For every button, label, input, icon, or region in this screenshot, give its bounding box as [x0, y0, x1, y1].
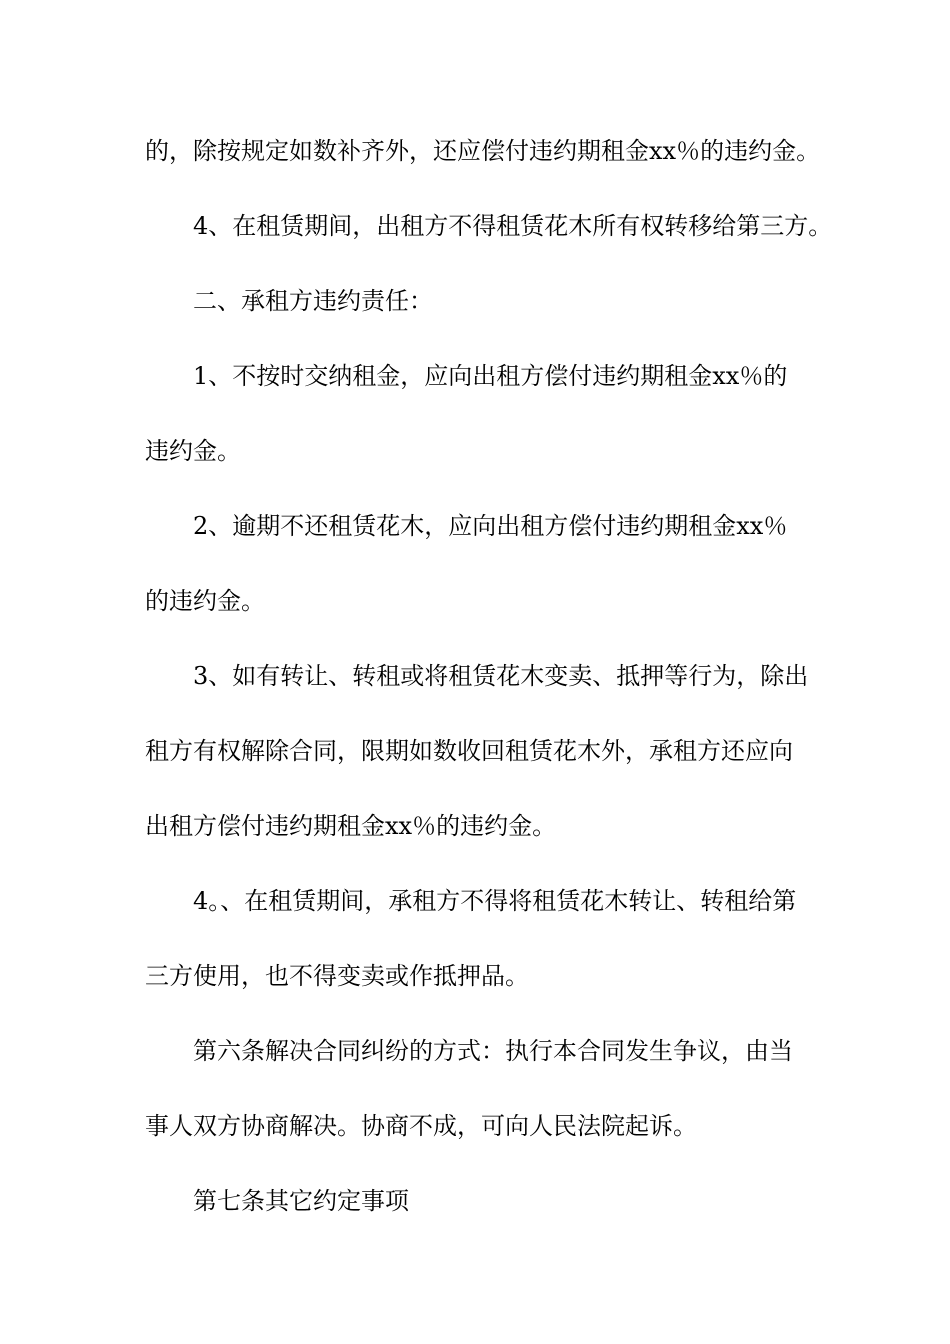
- paragraph-line-13: 第六条解决合同纠纷的方式：执行本合同发生争议，由当: [193, 1037, 793, 1065]
- paragraph-line-5: 违约金。: [145, 437, 241, 465]
- paragraph-line-9: 租方有权解除合同，限期如数收回租赁花木外，承租方还应向: [145, 737, 793, 765]
- paragraph-line-12: 三方使用，也不得变卖或作抵押品。: [145, 962, 529, 990]
- paragraph-line-14: 事人双方协商解决。协商不成，可向人民法院起诉。: [145, 1112, 697, 1140]
- section-heading-article-7: 第七条其它约定事项: [193, 1187, 409, 1215]
- paragraph-line-7: 的违约金。: [145, 587, 265, 615]
- paragraph-line-11: 4。、在租赁期间，承租方不得将租赁花木转让、转租给第: [193, 887, 797, 915]
- paragraph-line-8: 3、如有转让、转租或将租赁花木变卖、抵押等行为，除出: [193, 662, 809, 690]
- paragraph-line-1: 的，除按规定如数补齐外，还应偿付违约期租金xx％的违约金。: [145, 137, 821, 165]
- paragraph-line-10: 出租方偿付违约期租金xx％的违约金。: [145, 812, 557, 840]
- paragraph-line-6: 2、逾期不还租赁花木，应向出租方偿付违约期租金xx％: [193, 512, 788, 540]
- paragraph-line-4: 1、不按时交纳租金，应向出租方偿付违约期租金xx％的: [193, 362, 788, 390]
- paragraph-line-2: 4、在租赁期间，出租方不得租赁花木所有权转移给第三方。: [193, 212, 833, 240]
- section-heading-lessee-liability: 二、承租方违约责任：: [193, 287, 433, 315]
